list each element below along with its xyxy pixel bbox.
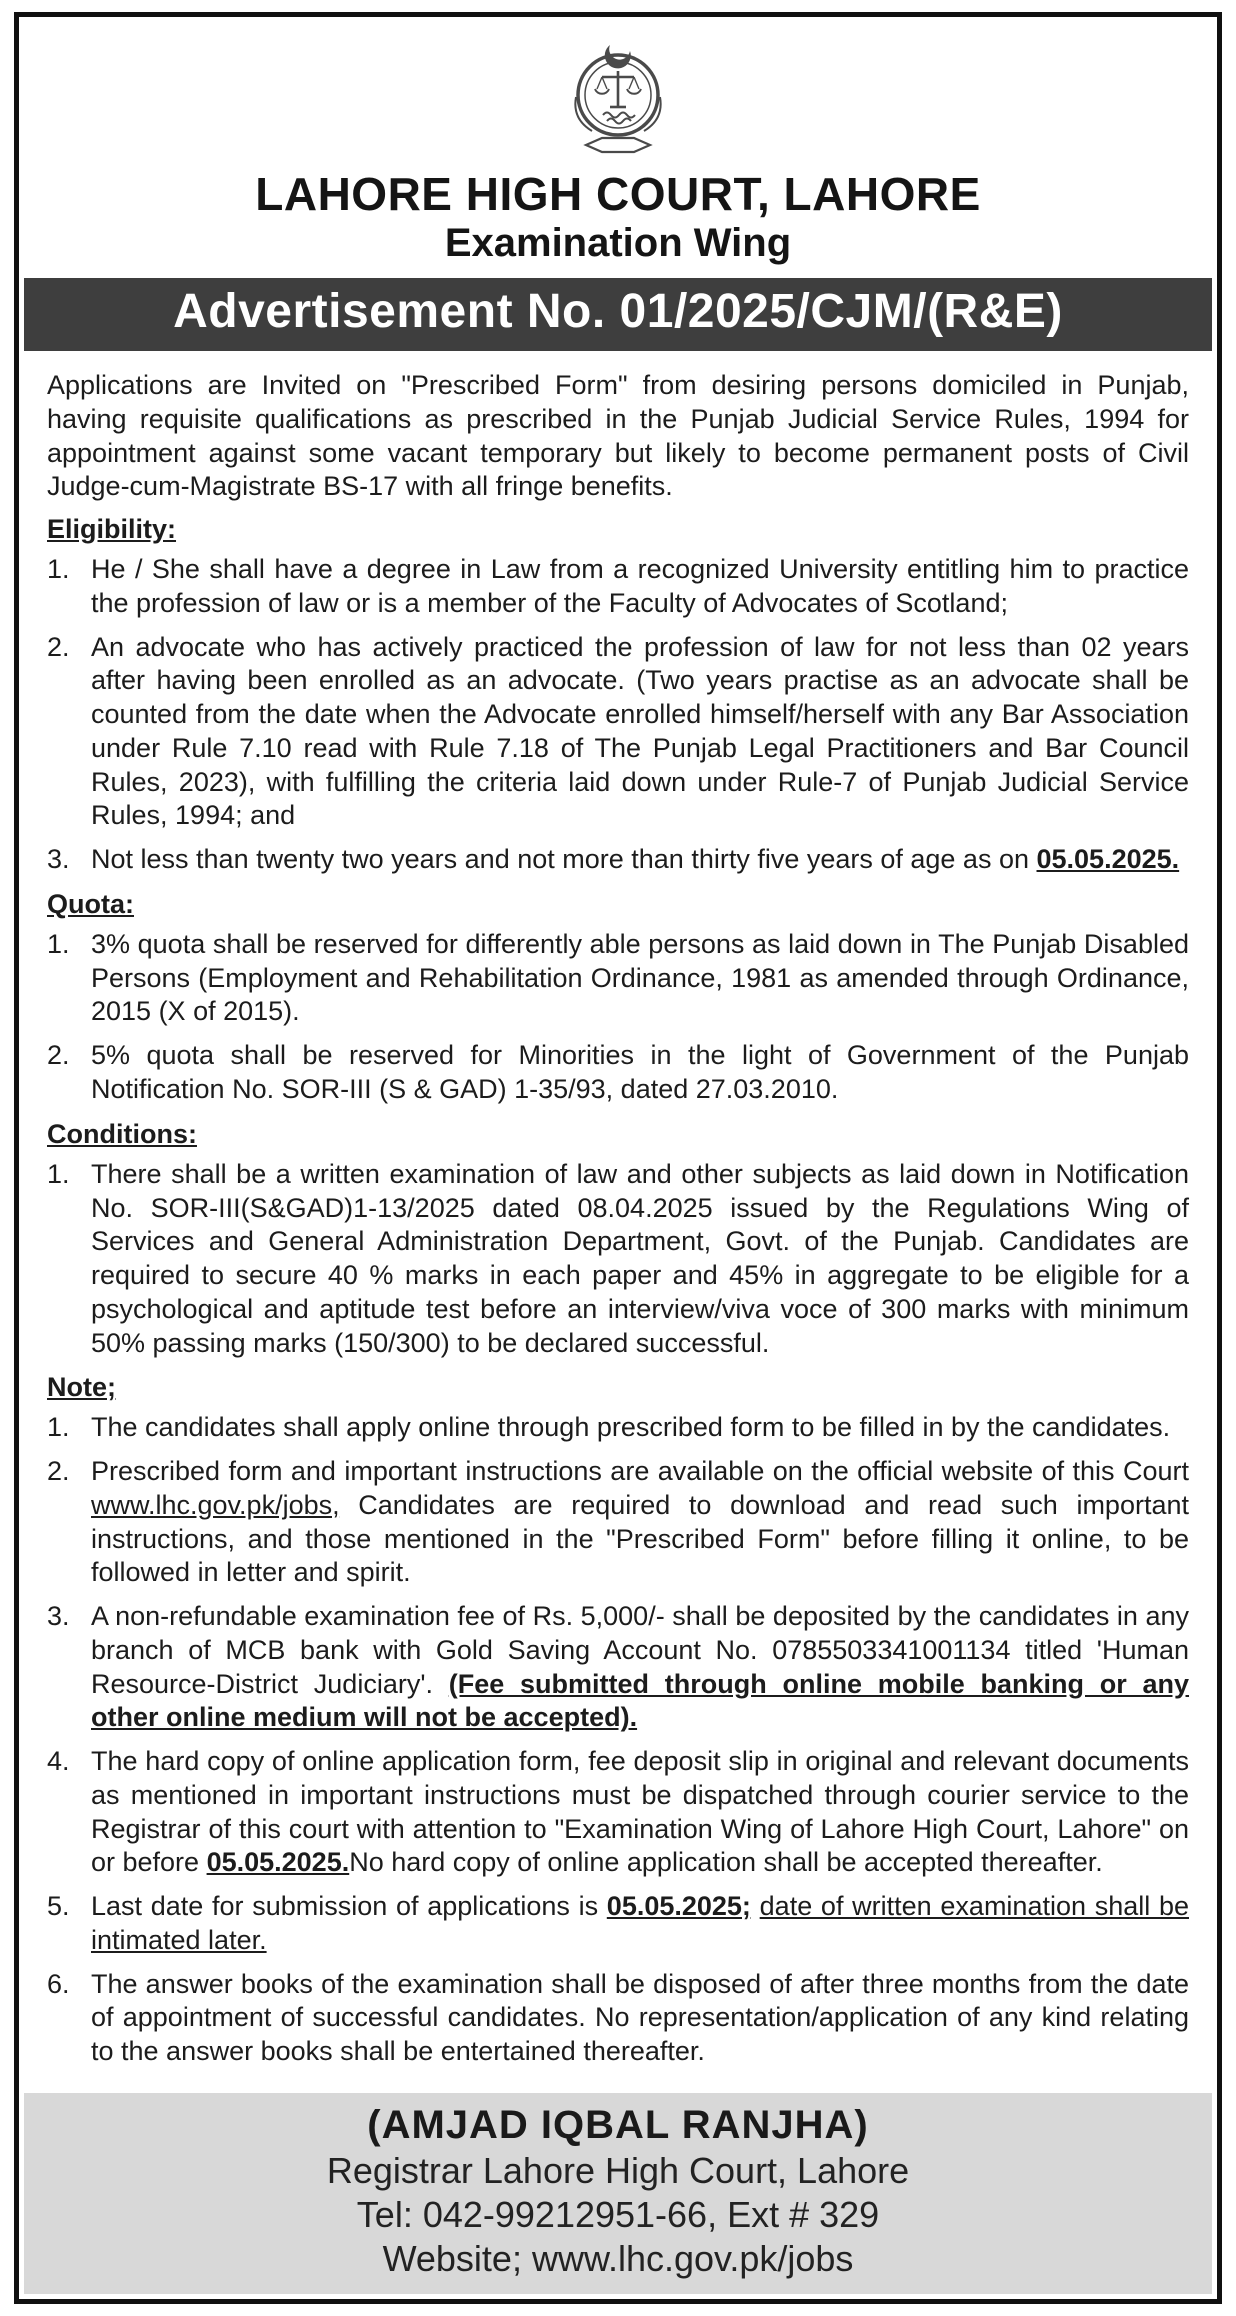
text-segment: The answer books of the examination shall be disposed of after three months from the date of appointment of successful candidates. No representation/application of any kind relating to the answer books shall be entertained thereafter. xyxy=(91,1968,1189,2067)
list-item-text xyxy=(91,1600,1189,1735)
advertisement-body xyxy=(19,351,1217,2087)
section-note xyxy=(47,1370,1189,2069)
list-item-text xyxy=(91,1158,1189,1361)
text-segment: No hard copy of online application shall be accepted thereafter. xyxy=(349,1847,1103,1878)
section-heading-quota: Quota: xyxy=(47,888,134,919)
list-item xyxy=(47,1745,1189,1880)
section-quota xyxy=(47,887,1189,1107)
list-item-text xyxy=(91,1890,1189,1958)
list-item-number: 3. xyxy=(47,1601,70,1632)
list-item-number: 4. xyxy=(47,1746,70,1777)
examination-wing-heading: Examination Wing xyxy=(444,221,792,265)
list-item xyxy=(47,1455,1189,1590)
list-item-text xyxy=(91,553,1189,621)
list-item xyxy=(47,928,1189,1029)
advertisement-frame xyxy=(14,12,1222,2304)
list-item-text xyxy=(91,843,1189,877)
list-item-text xyxy=(91,1455,1189,1590)
court-name-heading: LAHORE HIGH COURT, LAHORE xyxy=(255,168,981,220)
text-segment xyxy=(751,1891,760,1921)
text-segment: The candidates shall apply online through prescribed form to be filled in by the candidates. xyxy=(91,1412,1171,1443)
list-item xyxy=(47,631,1189,834)
advertisement-number-banner: Advertisement No. 01/2025/CJM/(R&E) xyxy=(24,278,1212,351)
emphasized-text: www.lhc.gov.pk/jobs, xyxy=(91,1489,340,1520)
telephone-line: Tel: 042-99212951-66, Ext # 329 xyxy=(356,2193,880,2235)
emphasized-text: 05.05.2025; xyxy=(606,1891,751,1922)
list-item-number: 1. xyxy=(47,1158,70,1189)
signature-block xyxy=(24,2093,1212,2294)
list-item xyxy=(47,1158,1189,1361)
text-segment: A non-refundable examination fee of Rs. 5,000/- shall be deposited by the candidates in any branch of MCB bank with Gold Saving Account No. 0785503341001134 titled 'Human Resource-District Judiciary'. xyxy=(91,1601,1189,1699)
list-item-number: 6. xyxy=(47,1968,70,1999)
text-segment: Candidates are required to download and read such important instructions, and those mentioned in the "Prescribed Form" before filling it online, to be followed in letter and spirit. xyxy=(91,1489,1189,1588)
scales-of-justice-icon xyxy=(595,71,641,107)
list-item-text xyxy=(91,1968,1189,2069)
section-eligibility xyxy=(47,512,1189,877)
list-item-text xyxy=(91,1039,1189,1107)
text-segment: Not less than twenty two years and not more than thirty five years of age as on xyxy=(91,844,1037,875)
list-item xyxy=(47,1411,1189,1445)
list-item xyxy=(47,1039,1189,1107)
registrar-title: Registrar Lahore High Court, Lahore xyxy=(326,2149,910,2191)
list-item xyxy=(47,843,1189,877)
list-item-number: 3. xyxy=(47,844,70,875)
list-item-number: 2. xyxy=(47,1456,70,1487)
website-line: Website; www.lhc.gov.pk/jobs xyxy=(382,2237,854,2279)
sections xyxy=(47,512,1189,2069)
section-heading-note: Note; xyxy=(47,1372,116,1403)
list-item xyxy=(47,1890,1189,1958)
list-item-number: 1. xyxy=(47,928,70,959)
text-segment: An advocate who has actively practiced the profession of law for not less than 02 years after having been enrolled as an advocate. (Two years practise as an advocate shall be counted from the date when the Advocate enrolled himself/herself with any Bar Association under Rule 7.10 read with Rule 7.18 of The Punjab Legal Practitioners and Bar Council Rules, 2023), with fulfilling the criteria laid down under Rule-7 of Punjab Judicial Service Rules, 1994; and xyxy=(91,631,1189,831)
section-conditions xyxy=(47,1117,1189,1361)
list-item-number: 5. xyxy=(47,1891,70,1922)
emphasized-text: 05.05.2025. xyxy=(206,1847,350,1878)
intro-paragraph: Applications are Invited on "Prescribed Form" from desiring persons domiciled in Punjab, having requisite qualifications as prescribed in the Punjab Judicial Service Rules, 1994 for appointment against some vacant temporary but likely to become permanent posts of Civil Judge-cum-Magistrate BS-17 with all fringe benefits. xyxy=(47,370,1189,502)
text-segment: The hard copy of online application form, fee deposit slip in original and relevant documents as mentioned in important instructions must be dispatched through courier service to the Registrar of this court with attention to "Examination Wing of Lahore High Court, Lahore" on or before xyxy=(91,1746,1189,1878)
list-item-text xyxy=(91,1411,1189,1445)
list-item-number: 1. xyxy=(47,1412,70,1443)
text-segment: 5% quota shall be reserved for Minorities in the light of Government of the Punjab Notification No. SOR-III (S & GAD) 1-35/93, dated 27.03.2010. xyxy=(91,1040,1189,1104)
list-item xyxy=(47,1600,1189,1735)
text-segment: Prescribed form and important instructions are available on the official website of this Court xyxy=(91,1456,1189,1487)
list-item-text xyxy=(91,1745,1189,1880)
text-segment: 3% quota shall be reserved for differently able persons as laid down in The Punjab Disabled Persons (Employment and Rehabilitation Ordinance, 1981 as amended through Ordinance, 2015 (X of 2015). xyxy=(91,928,1189,1027)
text-segment: He / She shall have a degree in Law from a recognized University entitling him to practice the profession of law or is a member of the Faculty of Advocates of Scotland; xyxy=(91,554,1189,618)
header-logo-area xyxy=(19,17,1217,161)
court-emblem-icon xyxy=(556,33,680,161)
text-segment: Last date for submission of applications is xyxy=(91,1891,607,1922)
section-heading-eligibility: Eligibility: xyxy=(47,514,177,544)
list-item xyxy=(47,553,1189,621)
list-item-text xyxy=(91,928,1189,1029)
text-segment: There shall be a written examination of law and other subjects as laid down in Notification No. SOR-III(S&GAD)1-13/2025 dated 08.04.2025 issued by the Regulations Wing of Services and General Administration Department, Govt. of the Punjab. Candidates are required to secure 40 % marks in each paper and 45% in aggregate to be eligible for a psychological and aptitude test before an interview/viva voce of 300 marks with minimum 50% passing marks (150/300) to be declared successful. xyxy=(91,1158,1189,1358)
emphasized-text: 05.05.2025. xyxy=(1036,844,1180,875)
emphasized-text: (Fee submitted through online mobile banking or any other online medium will not be accepted). xyxy=(91,1668,1190,1733)
list-item-number: 2. xyxy=(47,1040,70,1071)
emphasized-text: date of written examination shall be intimated later. xyxy=(91,1891,1189,1955)
registrar-name: (AMJAD IQBAL RANJHA) xyxy=(367,2102,869,2147)
section-heading-conditions: Conditions: xyxy=(47,1118,197,1149)
list-item-number: 1. xyxy=(47,554,70,585)
list-item xyxy=(47,1968,1189,2069)
list-item-text xyxy=(91,631,1189,834)
list-item-number: 2. xyxy=(47,631,70,662)
